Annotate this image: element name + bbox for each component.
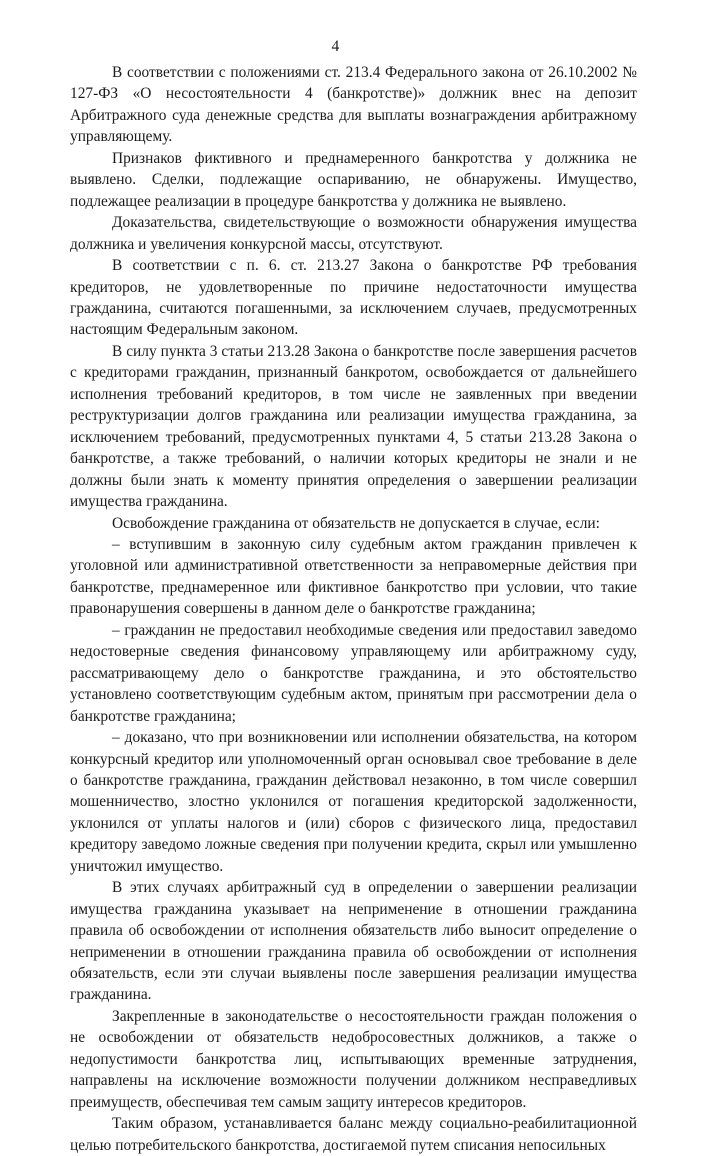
list-item: – доказано, что при возникновении или исполнении обязательства, на котором конкурсный кредитор или уполномоченный орган основывал свое требование в деле о банкротстве гражданина, гражданин действовал незаконно, в том числе совершил мошенничество, злостно уклонился от погашения кредиторской задолженности, уклонился от уплаты налогов и (или) сборов с физического лица, предоставил кредитору заведомо ложные сведения при получении кредита, скрыл или умышленно уничтожил имущество.	[70, 729, 637, 875]
paragraph: Закрепленные в законодательстве о несостоятельности граждан положения о не освобождении от обязательств недобросовестных должников, а также о недопустимости банкротства лиц, испытывающих временные затруднения, направлены на исключение возможности получении должником несправедливых преимуществ, обеспечивая тем самым защиту интересов кредиторов.	[70, 1007, 637, 1111]
paragraph: Доказательства, свидетельствующие о возможности обнаружения имущества должника и увеличения конкурсной массы, отсутствуют.	[70, 214, 637, 253]
paragraph-list-intro: Освобождение гражданина от обязательств не допускается в случае, если:	[112, 514, 600, 532]
list-item: – гражданин не предоставил необходимые сведения или предоставил заведомо недостоверные сведения финансовому управляющему или арбитражному суду, рассматривающему дело о банкротстве гражданина, и это обстоятельство установлено соответствующим судебным актом, принятым при рассмотрении дела о банкротстве гражданина;	[70, 621, 637, 725]
list-item: – вступившим в законную силу судебным актом гражданин привлечен к уголовной или административной ответственности за неправомерные действия при банкротстве, преднамеренное или фиктивное банкротство при условии, что такие правонарушения совершены в данном деле о банкротстве гражданина;	[70, 535, 637, 618]
paragraph: В силу пункта 3 статьи 213.28 Закона о банкротстве после завершения расчетов с кредиторами гражданин, признанный банкротом, освобождается от дальнейшего исполнения требований кредиторов, в том числе не заявленных при введении реструктуризации долгов гражданина или реализации имущества гражданина, за исключением требований, предусмотренных пунктами 4, 5 статьи 213.28 Закона о банкротстве, а также требований, о наличии которых кредиторы не знали и не должны были знать к моменту принятия определения о завершении реализации имущества гражданина.	[70, 342, 637, 511]
page-number: 4	[331, 38, 340, 55]
document-body	[70, 62, 637, 1156]
paragraph: В этих случаях арбитражный суд в определении о завершении реализации имущества гражданина указывает на неприменение в отношении гражданина правила об освобождении от исполнения обязательств либо выносит определение о неприменении в отношении гражданина правила об освобождении от исполнения обязательств, если эти случаи выявлены после завершения реализации имущества гражданина.	[70, 879, 637, 1004]
paragraph: В соответствии с п. 6. ст. 213.27 Закона о банкротстве РФ требования кредиторов, не удовлетворенные по причине недостаточности имущества гражданина, считаются погашенными, за исключением случаев, предусмотренных настоящим Федеральным законом.	[70, 257, 637, 339]
paragraph: Признаков фиктивного и преднамеренного банкротства у должника не выявлено. Сделки, подлежащие оспариванию, не обнаружены. Имущество, подлежащее реализации в процедуре банкротства у должника не выявлено.	[70, 149, 637, 210]
paragraph: В соответствии с положениями ст. 213.4 Федерального закона от 26.10.2002 № 127-ФЗ «О несостоятельности 4 (банкротстве)» должник внес на депозит Арбитражного суда денежные средства для выплаты вознаграждения арбитражному управляющему.	[70, 64, 637, 146]
paragraph: Таким образом, устанавливается баланс между социально-реабилитационной целью потребительского банкротства, достигаемой путем списания непосильных	[70, 1115, 637, 1154]
